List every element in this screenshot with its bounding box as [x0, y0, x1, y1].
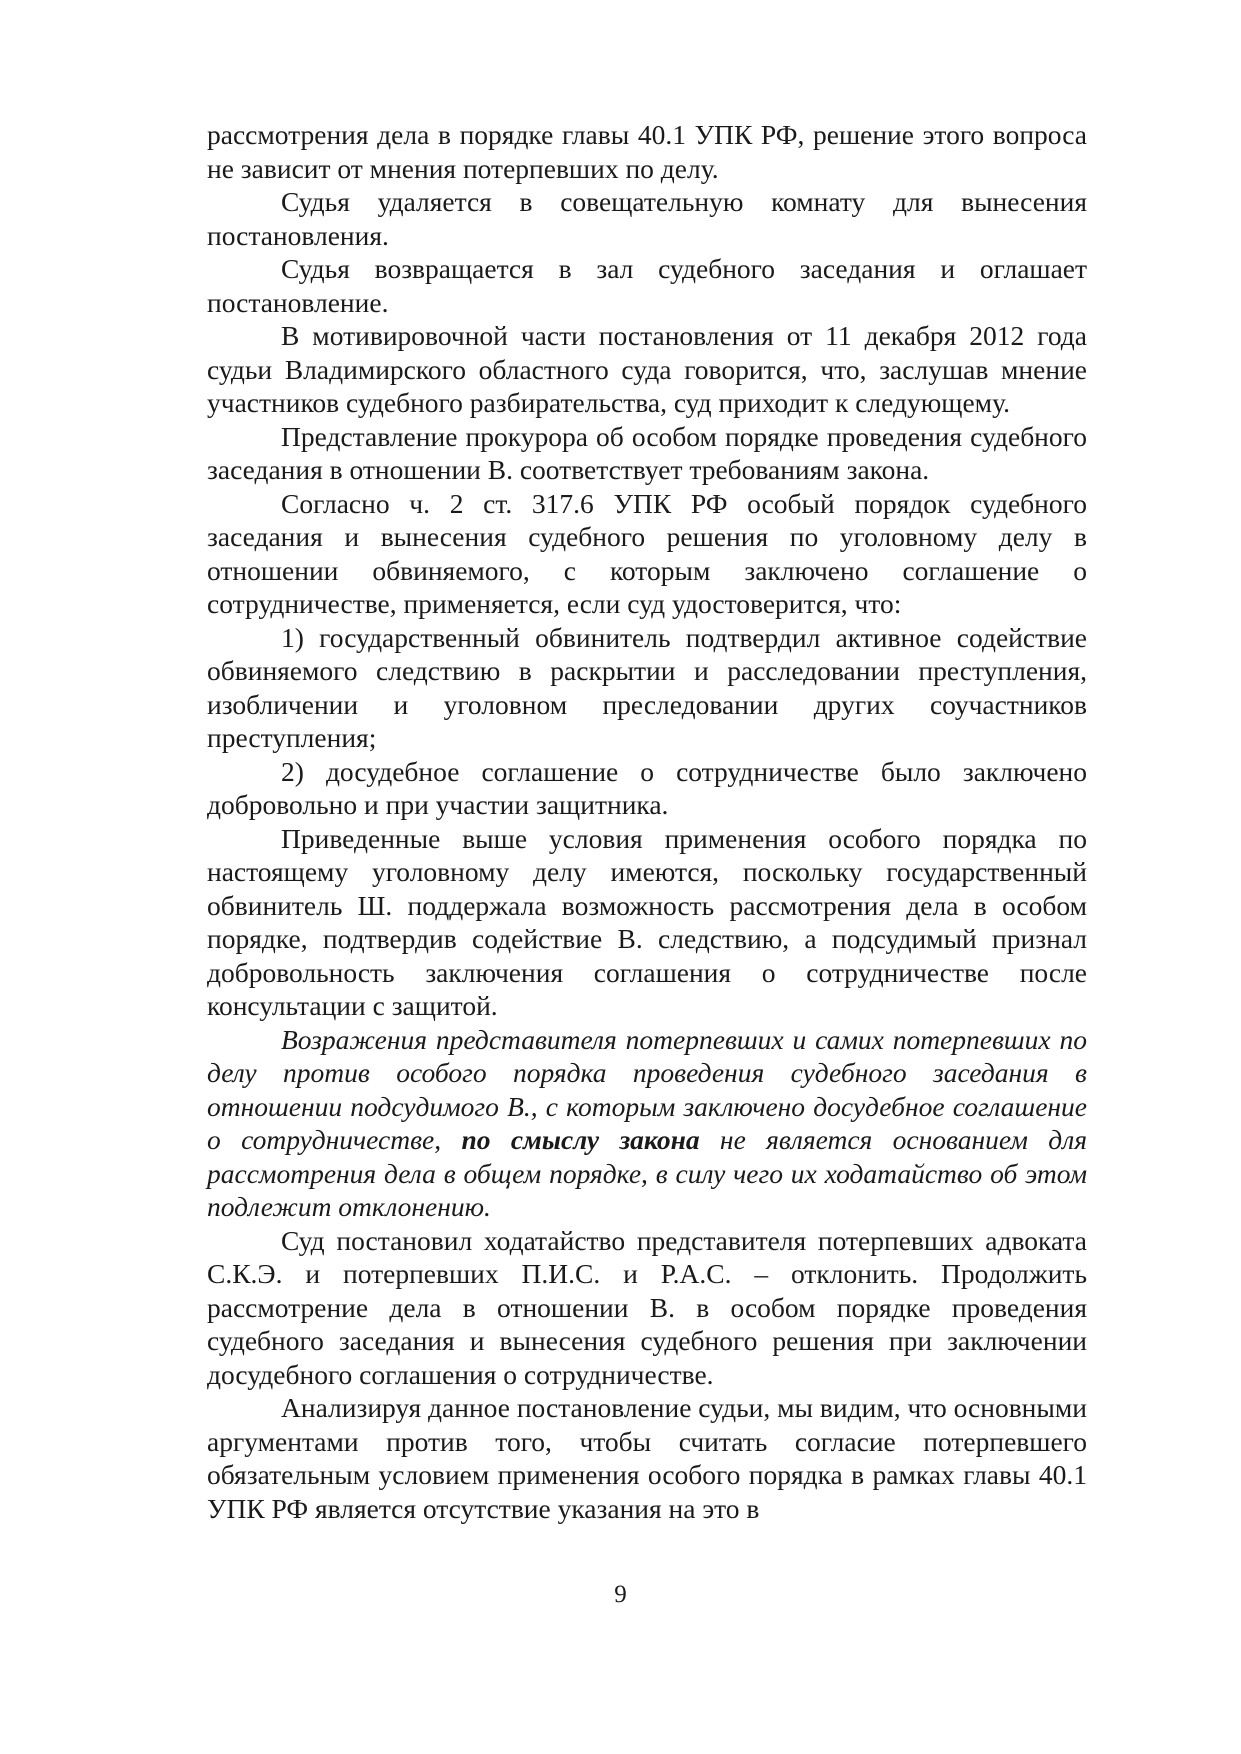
- paragraph-condition-2: 2) досудебное соглашение о сотрудничестве было заключено добровольно и при участии защитника.: [207, 755, 1087, 820]
- objections-bold-phrase: по смыслу закона: [461, 1124, 700, 1155]
- objections-text-end: не является основанием для рассмотрения дела в общем порядке, в силу чего их ходатайство об этом подлежит отклонению.: [207, 1124, 1087, 1222]
- page-number: 9: [614, 1581, 627, 1608]
- paragraph-article-reference: Согласно ч. 2 ст. 317.6 УПК РФ особый порядок судебного заседания и вынесения судебного решения по уголовному делу в отношении обвиняемого, с которым заключено соглашение о сотрудничестве, применяется, если суд удостоверится, что:: [207, 487, 1087, 619]
- paragraph-judge-returns: Судья возвращается в зал судебного заседания и оглашает постановление.: [207, 253, 1087, 318]
- paragraph-conditions-met: Приведенные выше условия применения особого порядка по настоящему уголовному делу имеются, поскольку государственный обвинитель Ш. поддержала возможность рассмотрения дела в особом порядке, подтвердив содействие В. следствию, а подсудимый признал добровольность заключения соглашения о сотрудничестве после консультации с защитой.: [207, 822, 1087, 1021]
- paragraph-prosecutor-submission: Представление прокурора об особом порядке проведения судебного заседания в отношении В. соответствует требованиям закона.: [207, 420, 1087, 485]
- paragraph-court-ruling: Суд постановил ходатайство представителя потерпевших адвоката С.К.Э. и потерпевших П.И.С. и Р.А.С. – отклонить. Продолжить рассмотрение дела в отношении В. в особом порядке проведения судебного заседания и вынесения судебного решения при заключении досудебного соглашения о сотрудничестве.: [207, 1224, 1087, 1390]
- paragraph-judge-leaves: Судья удаляется в совещательную комнату для вынесения постановления.: [207, 186, 1087, 251]
- paragraph-motivation: В мотивировочной части постановления от 11 декабря 2012 года судьи Владимирского областного суда говорится, что, заслушав мнение участников судебного разбирательства, суд приходит к следующему.: [207, 320, 1087, 418]
- paragraph-continuation: рассмотрения дела в порядке главы 40.1 УПК РФ, решение этого вопроса не зависит от мнения потерпевших по делу.: [207, 119, 1087, 184]
- paragraph-condition-1: 1) государственный обвинитель подтвердил активное содействие обвиняемого следствию в раскрытии и расследовании преступления, изобличении и уголовном преследовании других соучастников преступления;: [207, 621, 1087, 753]
- paragraph-analysis: Анализируя данное постановление судьи, мы видим, что основными аргументами против того, чтобы считать согласие потерпевшего обязательным условием применения особого порядка в рамках главы 40.1 УПК РФ является отсутствие указания на это в: [207, 1392, 1087, 1524]
- paragraph-objections: [207, 1023, 1087, 1224]
- objections-text-start: Возражения представителя потерпевших и самих потерпевших по делу против особого порядка проведения судебного заседания в отношении подсудимого В., с которым заключено досудебное соглашение о сотрудничестве,: [207, 1023, 1087, 1155]
- body-text: [207, 118, 1087, 1525]
